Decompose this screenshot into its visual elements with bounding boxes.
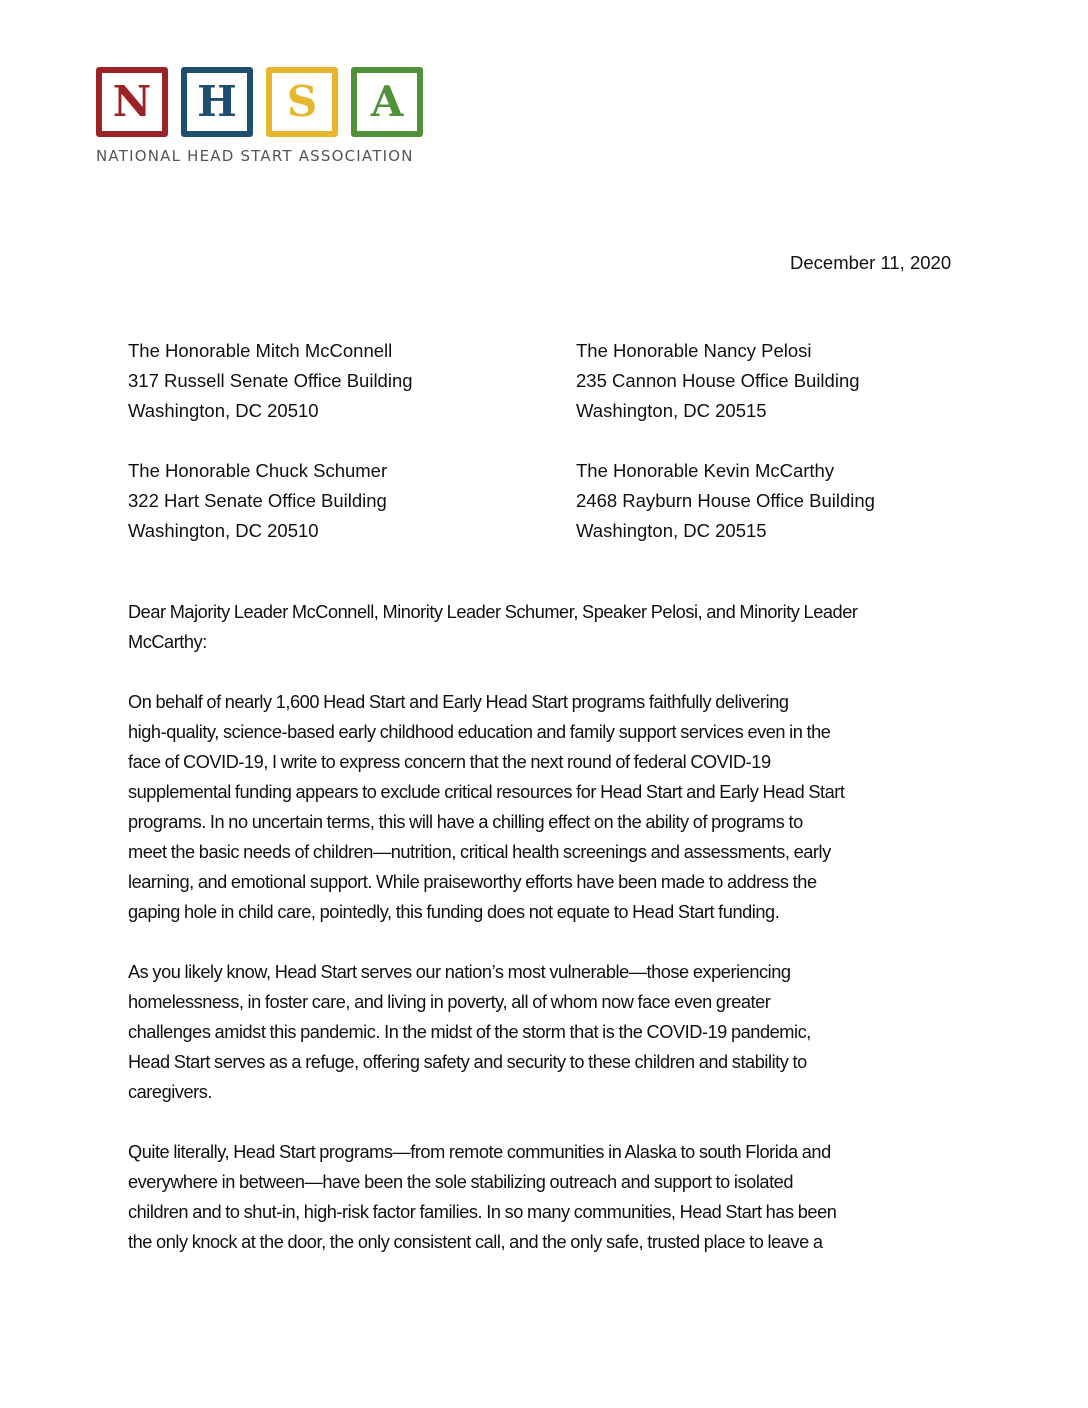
body-paragraph-1 — [128, 687, 968, 927]
text-line: caregivers. — [128, 1082, 212, 1102]
text-line: gaping hole in child care, pointedly, this funding does not equate to Head Start funding. — [128, 902, 780, 922]
text-line: high-quality, science-based early childhood education and family support services even in the — [128, 722, 831, 742]
logo-block-a — [351, 67, 423, 137]
logo-letter: A — [370, 77, 404, 126]
logo-tagline: NATIONAL HEAD START ASSOCIATION — [96, 147, 414, 165]
text-line: programs. In no uncertain terms, this will have a chilling effect on the ability of programs to — [128, 812, 803, 832]
text-line: Dear Majority Leader McConnell, Minority Leader Schumer, Speaker Pelosi, and Minority Leader — [128, 602, 858, 622]
text-line: Quite literally, Head Start programs—from remote communities in Alaska to south Florida and — [128, 1142, 831, 1162]
text-line: children and to shut-in, high-risk factor families. In so many communities, Head Start has been — [128, 1202, 837, 1222]
letter-date: December 11, 2020 — [790, 252, 952, 273]
text-line: supplemental funding appears to exclude critical resources for Head Start and Early Head Start — [128, 782, 845, 802]
text-line: homelessness, in foster care, and living in poverty, all of whom now face even greater — [128, 992, 771, 1012]
recipient-city: Washington, DC 20510 — [128, 520, 319, 541]
text-line: everywhere in between—have been the sole stabilizing outreach and support to isolated — [128, 1172, 794, 1192]
recipient-address-block — [576, 336, 860, 426]
recipient-address-block — [576, 456, 875, 546]
logo-block-s — [266, 67, 338, 137]
text-line: meet the basic needs of children—nutrition, critical health screenings and assessments, early — [128, 842, 831, 862]
recipient-street: 235 Cannon House Office Building — [576, 370, 860, 391]
recipient-address-block — [128, 336, 413, 426]
recipient-city: Washington, DC 20515 — [576, 520, 767, 541]
recipient-address-block — [128, 456, 387, 546]
recipient-street: 322 Hart Senate Office Building — [128, 490, 387, 511]
text-line: challenges amidst this pandemic. In the midst of the storm that is the COVID-19 pandemic, — [128, 1022, 811, 1042]
text-line: face of COVID-19, I write to express concern that the next round of federal COVID-19 — [128, 752, 771, 772]
recipient-city: Washington, DC 20510 — [128, 400, 319, 421]
recipient-street: 317 Russell Senate Office Building — [128, 370, 413, 391]
recipient-city: Washington, DC 20515 — [576, 400, 767, 421]
nhsa-logo — [96, 67, 426, 165]
recipient-name: The Honorable Chuck Schumer — [128, 460, 388, 481]
logo-letter: H — [197, 77, 237, 126]
logo-block-n — [96, 67, 168, 137]
salutation — [128, 597, 968, 657]
text-line: As you likely know, Head Start serves our nation’s most vulnerable—those experiencing — [128, 962, 791, 982]
recipient-name: The Honorable Mitch McConnell — [128, 340, 393, 361]
body-paragraph-2 — [128, 957, 968, 1107]
text-line: On behalf of nearly 1,600 Head Start and Early Head Start programs faithfully delivering — [128, 692, 789, 712]
text-line: the only knock at the door, the only consistent call, and the only safe, trusted place to leave a — [128, 1232, 823, 1252]
recipient-name: The Honorable Kevin McCarthy — [576, 460, 835, 481]
logo-block-h — [181, 67, 253, 137]
logo-letter: S — [286, 77, 318, 126]
text-line: Head Start serves as a refuge, offering safety and security to these children and stability to — [128, 1052, 807, 1072]
text-line: McCarthy: — [128, 632, 207, 652]
logo-letter: N — [112, 77, 152, 126]
logo-letter-blocks — [96, 67, 426, 137]
body-paragraph-3 — [128, 1137, 968, 1257]
text-line: learning, and emotional support. While praiseworthy efforts have been made to address the — [128, 872, 817, 892]
recipient-street: 2468 Rayburn House Office Building — [576, 490, 875, 511]
recipient-name: The Honorable Nancy Pelosi — [576, 340, 812, 361]
